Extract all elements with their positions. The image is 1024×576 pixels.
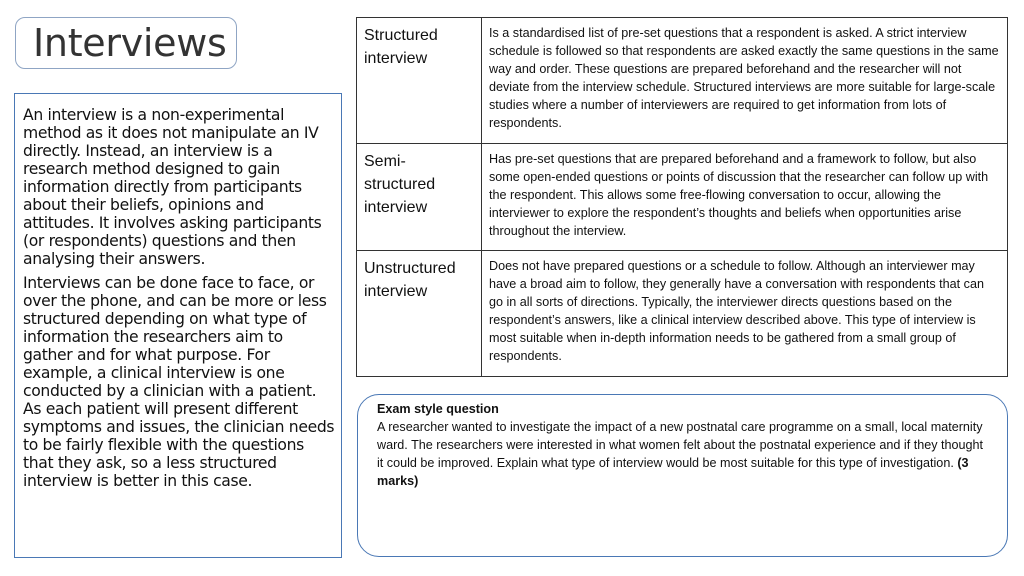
exam-question-box	[357, 394, 1008, 557]
table-row	[357, 18, 1008, 144]
type-desc-structured: Is a standardised list of pre-set questions that a respondent is asked. A strict interview schedule is followed so that respondents are asked exactly the same questions in the same way and order. These questions are prepared beforehand and the researcher will not deviate from the interview schedule. Structured interviews are more suitable for large-scale studies where a number of interviewers are required to get information from lots of respondents.	[482, 18, 1008, 144]
table-row	[357, 144, 1008, 251]
type-name-semi-structured: Semi-structured interview	[357, 144, 482, 251]
type-desc-unstructured: Does not have prepared questions or a schedule to follow. Although an interviewer may have a broad aim to follow, they generally have a conversation with respondents that can go in all sorts of directions. Typically, the interviewer directs questions based on the respondent’s answers, like a clinical interview described above. This type of interview is most suitable when in-depth information needs to be gathered from a small group of respondents.	[482, 251, 1008, 377]
intro-text-box	[14, 93, 342, 558]
exam-question-heading: Exam style question	[377, 402, 499, 416]
exam-question-body	[377, 418, 989, 490]
exam-question-marks: (3 marks)	[377, 456, 969, 488]
intro-paragraph-1: An interview is a non-experimental method as it does not manipulate an IV directly. Instead, an interview is a research method designed to gain information directly from participants about their beliefs, opinions and attitudes. It involves asking participants (or respondents) questions and then analysing their answers.	[23, 106, 322, 268]
page-title: Interviews	[33, 21, 227, 65]
type-desc-semi-structured: Has pre-set questions that are prepared beforehand and a framework to follow, but also some open-ended questions or points of discussion that the researcher can follow up with the respondent. This allows some free-flowing conversation to occur, allowing the interviewer to explore the respondent’s thoughts and beliefs when opportunities arise throughout the interview.	[482, 144, 1008, 251]
type-name-unstructured: Unstructured interview	[357, 251, 482, 377]
exam-question-text: A researcher wanted to investigate the impact of a new postnatal care programme on a small, local maternity ward. The researchers were interested in what women felt about the postnatal experience and if they thought it could be improved. Explain what type of interview would be most suitable for this type of investigation.	[377, 420, 984, 470]
intro-paragraph-2: Interviews can be done face to face, or over the phone, and can be more or less structured depending on what type of information the researchers aim to gather and for what purpose. For example, a clinical interview is one conducted by a clinician with a patient. As each patient will present different symptoms and issues, the clinician needs to be fairly flexible with the questions that they ask, so a less structured interview is better in this case.	[23, 274, 335, 490]
interview-types-table	[356, 17, 1008, 377]
title-box	[15, 17, 237, 69]
table-row	[357, 251, 1008, 377]
type-name-structured: Structured interview	[357, 18, 482, 144]
